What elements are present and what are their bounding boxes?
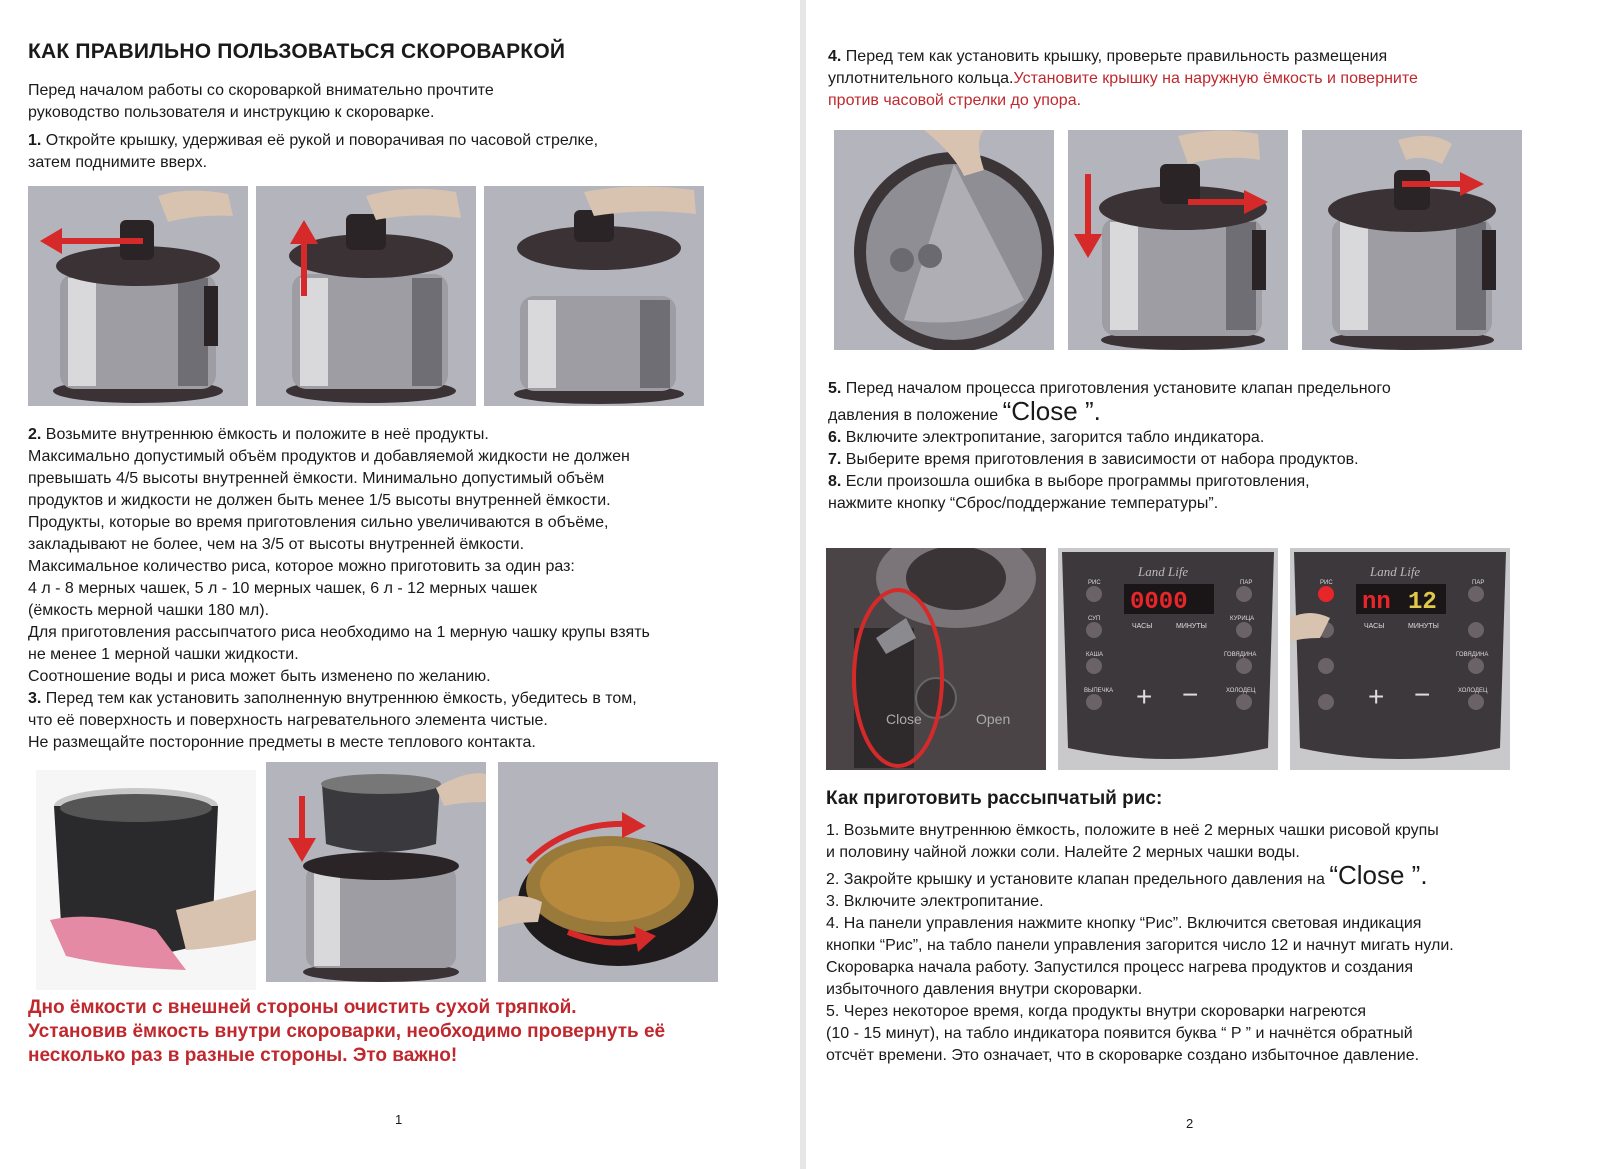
intro-line: руководство пользователя и инструкцию к скороварке. xyxy=(28,104,435,121)
step-text: Не размещайте посторонние предметы в месте теплового контакта. xyxy=(28,734,536,751)
svg-text:+: + xyxy=(1136,681,1153,712)
close-label: “Close ”. xyxy=(1002,396,1101,426)
step-2 xyxy=(28,424,650,754)
intro-line: Перед началом работы со скороваркой внимательно прочтите xyxy=(28,82,494,99)
step-text: нажмите кнопку “Сброс/поддержание температуры”. xyxy=(828,495,1219,512)
step-number: 2. xyxy=(28,426,42,443)
page-number: 1 xyxy=(395,1112,403,1127)
photo-open-lid-rotate xyxy=(28,186,248,406)
page-number: 2 xyxy=(1186,1116,1194,1131)
step-text: Если произошла ошибка в выборе программы приготовления, xyxy=(845,473,1310,490)
button-label: КАША xyxy=(1086,652,1103,658)
photo-place-lid xyxy=(1068,130,1288,350)
step-text: Продукты, которые во время приготовления сильно увеличиваются в объёме, xyxy=(28,514,609,531)
step-text: Перед тем как установить заполненную внутреннюю ёмкость, убедитесь в том, xyxy=(45,690,637,707)
minutes-label: МИНУТЫ xyxy=(1408,623,1439,630)
step-number: 1. xyxy=(28,132,42,149)
rice-line: избыточного давления внутри скороварки. xyxy=(826,981,1143,998)
button-label: ХОЛОДЕЦ xyxy=(1226,688,1256,694)
step-number: 8. xyxy=(828,473,842,490)
step-number: 6. xyxy=(828,429,842,446)
warning-line: Дно ёмкости с внешней стороны очистить сухой тряпкой. xyxy=(28,997,577,1018)
hours-label: ЧАСЫ xyxy=(1132,623,1153,630)
button-label: СУП xyxy=(1088,616,1101,622)
photo-rotate-inner-pot xyxy=(498,762,718,982)
photo-turn-lid xyxy=(1302,130,1522,350)
step-text: продуктов и жидкости не должен быть менее 1/5 высоты внутренней ёмкости. xyxy=(28,492,611,509)
hours-label: ЧАСЫ xyxy=(1364,623,1385,630)
steps-5-to-8 xyxy=(828,378,1391,515)
rice-line: 2. Закройте крышку и установите клапан предельного давления на xyxy=(826,871,1330,888)
step-1 xyxy=(28,130,598,174)
button-label: КУРИЦА xyxy=(1230,616,1255,622)
step-text: Возьмите внутреннюю ёмкость и положите в неё продукты. xyxy=(45,426,489,443)
photo-pressure-valve xyxy=(826,548,1046,770)
photo-lift-lid xyxy=(256,186,476,406)
led-display-hours: nn xyxy=(1362,589,1391,616)
step-text-red: Установите крышку на наружную ёмкость и поверните xyxy=(1013,70,1418,87)
step-text: Для приготовления рассыпчатого риса необходимо на 1 мерную чашку крупы взять xyxy=(28,624,650,641)
svg-text:−: − xyxy=(1414,679,1431,710)
step-text: уплотнительного кольца. xyxy=(828,70,1014,87)
step-text: не менее 1 мерной чашки жидкости. xyxy=(28,646,299,663)
button-label: ГОВЯДИНА xyxy=(1456,652,1489,658)
step-text: Выберите время приготовления в зависимости от набора продуктов. xyxy=(845,451,1359,468)
brand-label: Land Life xyxy=(1370,564,1421,579)
step-number: 5. xyxy=(828,380,842,397)
button-label: ПАР xyxy=(1240,580,1253,586)
close-label: “Close ”. xyxy=(1329,860,1428,890)
warning-line: несколько раз в разные стороны. Это важно! xyxy=(28,1045,458,1066)
step-text: Перед началом процесса приготовления установите клапан предельного xyxy=(845,380,1391,397)
button-label: РИС xyxy=(1088,580,1101,586)
svg-text:−: − xyxy=(1182,679,1199,710)
rice-line: Скороварка начала работу. Запустился процесс нагрева продуктов и создания xyxy=(826,959,1413,976)
warning-text xyxy=(28,996,665,1068)
rice-line: и половину чайной ложки соли. Налейте 2 мерных чашки воды. xyxy=(826,844,1300,861)
step-text: Соотношение воды и риса может быть изменено по желанию. xyxy=(28,668,491,685)
step-text: Включите электропитание, загорится табло индикатора. xyxy=(845,429,1265,446)
page-2 xyxy=(806,0,1600,1169)
step-text: 4 л - 8 мерных чашек, 5 л - 10 мерных чашек, 6 л - 12 мерных чашек xyxy=(28,580,537,597)
button-label: ВЫПЕЧКА xyxy=(1084,688,1114,694)
rice-line: кнопки “Рис”, на табло панели управления загорится число 12 и начнут мигать нули. xyxy=(826,937,1454,954)
rice-section-title: Как приготовить рассыпчатый рис: xyxy=(826,788,1163,809)
warning-line: Установив ёмкость внутри скороварки, необходимо провернуть её xyxy=(28,1021,666,1042)
minutes-label: МИНУТЫ xyxy=(1176,623,1207,630)
photo-wipe-inner-pot xyxy=(36,770,256,990)
step-text: что её поверхность и поверхность нагревательного элемента чистые. xyxy=(28,712,548,729)
led-display-minutes: 12 xyxy=(1408,589,1437,616)
step-number: 4. xyxy=(828,48,842,65)
step-number: 3. xyxy=(28,690,42,707)
rice-instructions xyxy=(826,820,1454,1067)
photo-insert-inner-pot xyxy=(266,762,486,982)
step-text: (ёмкость мерной чашки 180 мл). xyxy=(28,602,270,619)
step-text: затем поднимите вверх. xyxy=(28,154,208,171)
page-title: КАК ПРАВИЛЬНО ПОЛЬЗОВАТЬСЯ СКОРОВАРКОЙ xyxy=(28,40,566,63)
valve-open-label: Open xyxy=(976,711,1011,727)
rice-line: 4. На панели управления нажмите кнопку “Рис”. Включится световая индикация xyxy=(826,915,1422,932)
button-label: ХОЛОДЕЦ xyxy=(1458,688,1488,694)
step-text: превышать 4/5 высоты внутренней ёмкости. Минимально допустимый объём xyxy=(28,470,605,487)
svg-text:+: + xyxy=(1368,681,1385,712)
step-text: Откройте крышку, удерживая её рукой и поворачивая по часовой стрелке, xyxy=(45,132,599,149)
rice-line: (10 - 15 минут), на табло индикатора появится буква “ P ” и начнётся обратный xyxy=(826,1025,1413,1042)
button-label: РИС xyxy=(1320,580,1333,586)
led-display: 0000 xyxy=(1130,589,1188,616)
button-label: ГОВЯДИНА xyxy=(1224,652,1257,658)
valve-close-label: Close xyxy=(886,711,922,727)
intro-text xyxy=(28,80,494,124)
brand-label: Land Life xyxy=(1138,564,1189,579)
step-text-red: против часовой стрелки до упора. xyxy=(828,92,1082,109)
button-label: ПАР xyxy=(1472,580,1485,586)
photo-control-panel-zeros xyxy=(1058,548,1278,770)
rice-line: отсчёт времени. Это означает, что в скороварке создано избыточное давление. xyxy=(826,1047,1420,1064)
photo-lid-removed xyxy=(484,186,704,406)
rice-line: 1. Возьмите внутреннюю ёмкость, положите в неё 2 мерных чашки рисовой крупы xyxy=(826,822,1439,839)
step-number: 7. xyxy=(828,451,842,468)
step-text: Перед тем как установить крышку, проверьте правильность размещения xyxy=(845,48,1388,65)
step-text: давления в положение xyxy=(828,407,1003,424)
photo-control-panel-12 xyxy=(1290,548,1510,770)
photo-check-seal-ring xyxy=(834,130,1054,350)
step-text: закладывают не более, чем на 3/5 от высоты внутренней ёмкости. xyxy=(28,536,525,553)
rice-line: 5. Через некоторое время, когда продукты внутри скороварки нагреются xyxy=(826,1003,1366,1020)
rice-line: 3. Включите электропитание. xyxy=(826,893,1044,910)
step-text: Максимальное количество риса, которое можно приготовить за один раз: xyxy=(28,558,575,575)
step-4 xyxy=(828,46,1418,112)
step-text: Максимально допустимый объём продуктов и добавляемой жидкости не должен xyxy=(28,448,630,465)
